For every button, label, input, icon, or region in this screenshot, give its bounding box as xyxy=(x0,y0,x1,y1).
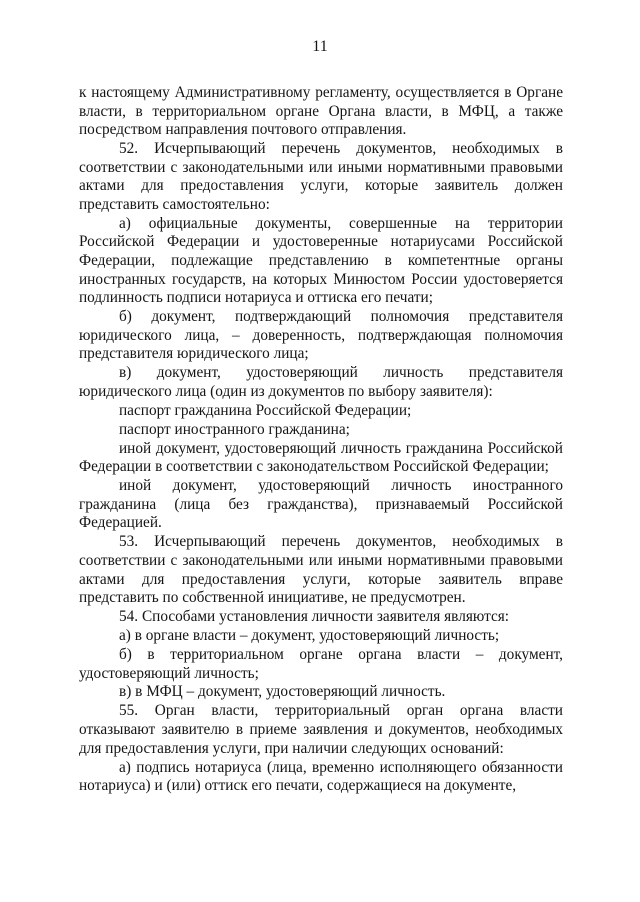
document-body xyxy=(79,84,563,796)
list-item: в) в МФЦ – документ, удостоверяющий личность. xyxy=(119,683,446,701)
paragraph: к настоящему Административному регламенту, осуществляется в Органе власти, в территориальном органе Органа власти, в МФЦ, а также посредством направления почтового отправления. xyxy=(79,84,563,139)
list-item: иной документ, удостоверяющий личность гражданина Российской Федерации в соответствии с законодательством Российской Федерации; xyxy=(79,439,563,476)
list-item: а) в органе власти – документ, удостоверяющий личность; xyxy=(119,627,500,644)
paragraph-55-a: а) подпись нотариуса (лица, временно исполняющего обязанности нотариуса) и (или) оттиск его печати, содержащиеся на документе, xyxy=(79,758,563,795)
list-item: б) в территориальном органе органа власти – документ, удостоверяющий личность; xyxy=(79,645,563,682)
list-item: паспорт гражданина Российской Федерации; xyxy=(119,401,412,419)
paragraph-53: 53. Исчерпывающий перечень документов, необходимых в соответствии с законодательными или иными нормативными правовыми актами для предоставления услуги, которые заявитель вправе представить по собственной инициативе, не предусмотрен. xyxy=(79,533,563,607)
paragraph-54: 54. Способами установления личности заявителя являются: xyxy=(119,608,510,626)
paragraph-52-v: в) документ, удостоверяющий личность представителя юридического лица (один из документов по выбору заявителя): xyxy=(79,364,563,400)
page-number: 11 xyxy=(312,38,328,55)
paragraph-52-b: б) документ, подтверждающий полномочия представителя юридического лица, – доверенность, подтверждающая полномочия представителя юридического лица; xyxy=(79,308,563,363)
paragraph-52-a: а) официальные документы, совершенные на территории Российской Федерации и удостоверенные нотариусами Российской Федерации, подлежащие представлению в компетентные органы иностранных государств, на которых Минюстом России удостоверяется подлинность подписи нотариуса и оттиска его печати; xyxy=(79,214,563,307)
paragraph-52: 52. Исчерпывающий перечень документов, необходимых в соответствии с законодательными или иными нормативными правовыми актами для предоставления услуги, которые заявитель должен представить самостоятельно: xyxy=(79,140,563,213)
list-item: паспорт иностранного гражданина; xyxy=(119,420,350,438)
list-item: иной документ, удостоверяющий личность иностранного гражданина (лица без гражданства), признаваемый Российской Федерацией. xyxy=(79,477,563,532)
paragraph-55: 55. Орган власти, территориальный орган органа власти отказывают заявителю в приеме заявления и документов, необходимых для предоставления услуги, при наличии следующих оснований: xyxy=(79,702,563,757)
